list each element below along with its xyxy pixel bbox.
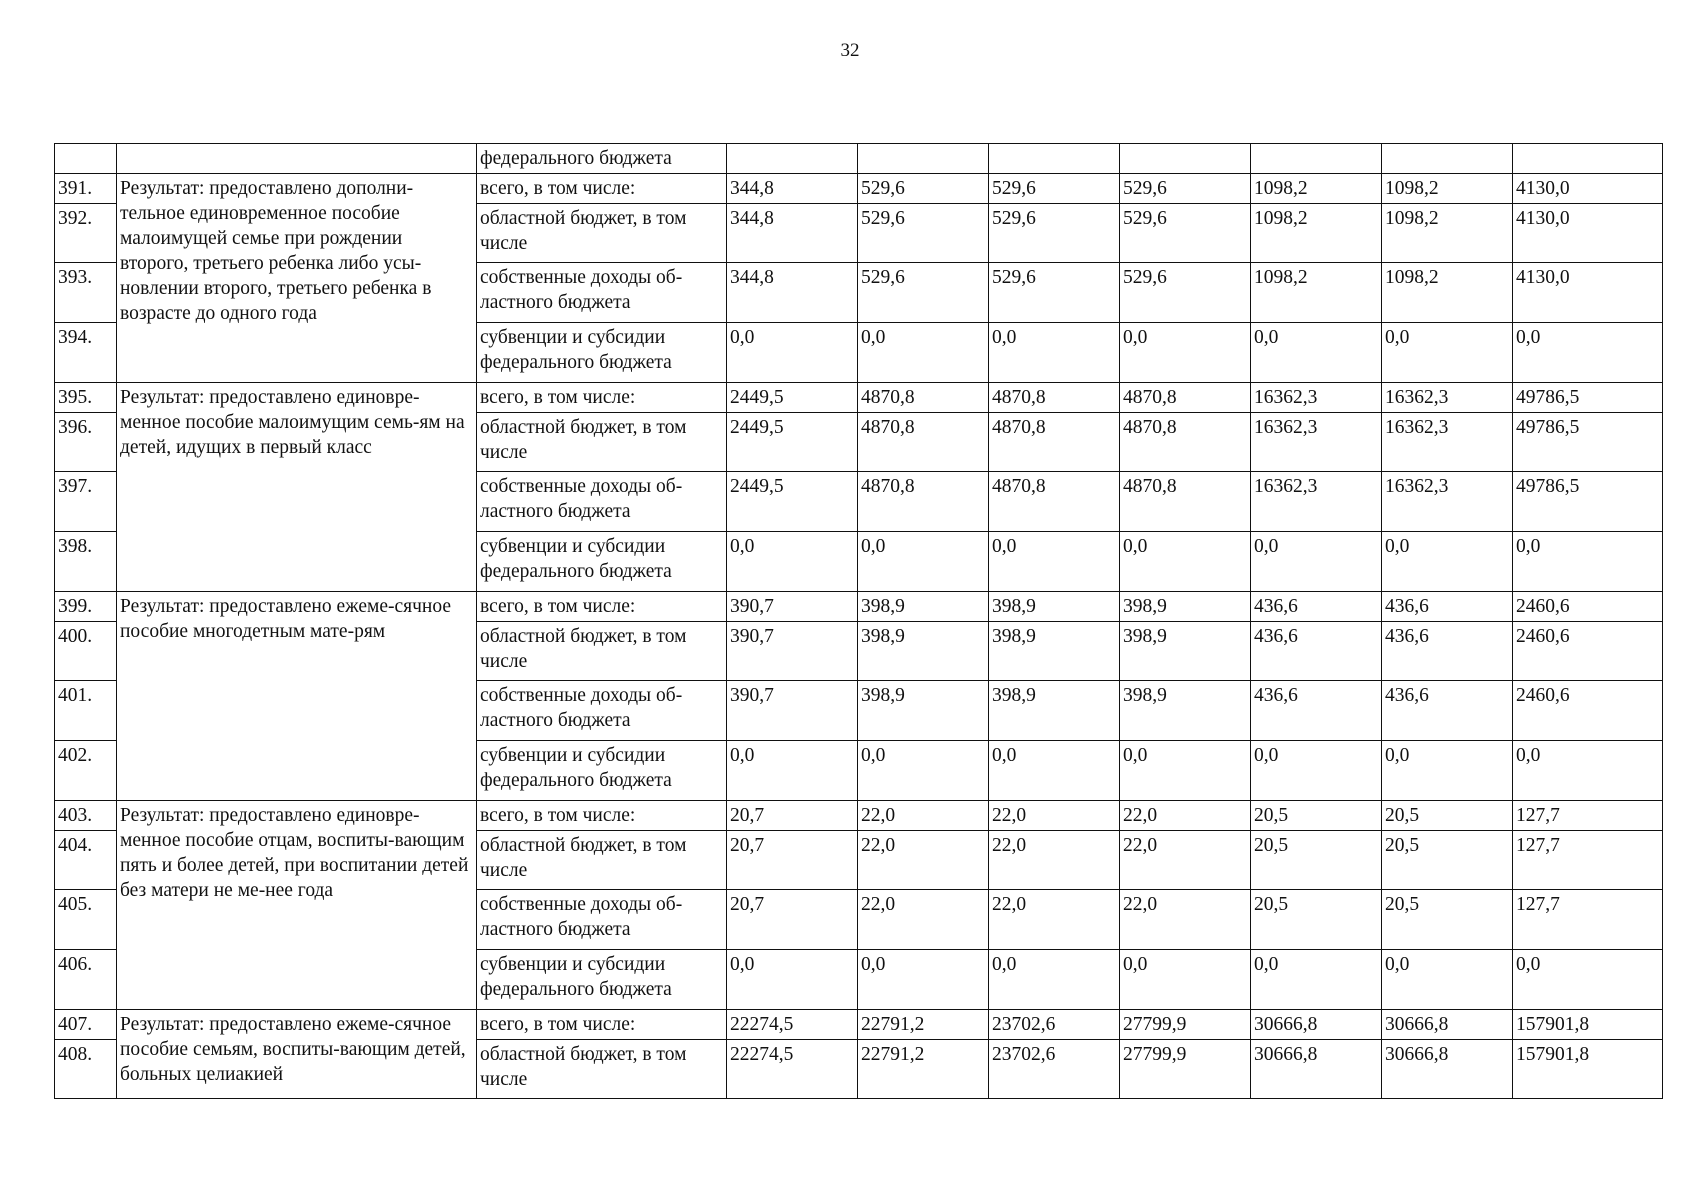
row-number-cell: 407. [55, 1010, 117, 1040]
value-cell [989, 144, 1120, 174]
value-cell: 0,0 [989, 323, 1120, 383]
value-cell: 0,0 [858, 950, 989, 1010]
funding-source-cell: субвенции и субсидии федерального бюджета [477, 532, 727, 592]
value-cell: 4130,0 [1513, 204, 1663, 263]
value-cell: 4870,8 [989, 383, 1120, 413]
value-cell: 398,9 [989, 681, 1120, 741]
value-cell: 436,6 [1251, 592, 1382, 622]
value-cell: 0,0 [1251, 741, 1382, 801]
funding-source-cell: субвенции и субсидии федерального бюджета [477, 741, 727, 801]
value-cell: 1098,2 [1251, 204, 1382, 263]
value-cell: 0,0 [727, 532, 858, 592]
result-description-cell: Результат: предоставлено единовре-менное пособие отцам, воспиты-вающим пять и более детей, при воспитании детей без матери не ме-нее года [117, 801, 477, 1010]
value-cell: 20,7 [727, 831, 858, 890]
value-cell: 22,0 [858, 890, 989, 950]
page-number: 32 [840, 40, 860, 61]
value-cell: 20,5 [1382, 890, 1513, 950]
funding-source-cell: областной бюджет, в том числе [477, 622, 727, 681]
result-description-cell: Результат: предоставлено ежеме-сячное пособие многодетным мате-рям [117, 592, 477, 801]
row-number-cell: 406. [55, 950, 117, 1010]
table-row [55, 1010, 1663, 1040]
funding-source-cell: федерального бюджета [477, 144, 727, 174]
value-cell: 157901,8 [1513, 1040, 1663, 1099]
value-cell: 0,0 [858, 323, 989, 383]
value-cell: 4870,8 [1120, 383, 1251, 413]
value-cell: 4870,8 [858, 383, 989, 413]
value-cell: 0,0 [727, 741, 858, 801]
value-cell: 0,0 [1382, 532, 1513, 592]
row-number-cell: 401. [55, 681, 117, 741]
value-cell [858, 144, 989, 174]
value-cell: 390,7 [727, 622, 858, 681]
value-cell [727, 144, 858, 174]
value-cell: 0,0 [989, 741, 1120, 801]
row-number-cell: 392. [55, 204, 117, 263]
value-cell: 22,0 [858, 801, 989, 831]
value-cell: 22,0 [989, 801, 1120, 831]
value-cell: 20,5 [1382, 801, 1513, 831]
value-cell: 0,0 [1120, 950, 1251, 1010]
value-cell: 0,0 [1120, 532, 1251, 592]
value-cell: 30666,8 [1251, 1010, 1382, 1040]
value-cell: 398,9 [1120, 592, 1251, 622]
continuation-row [55, 144, 1663, 174]
value-cell: 20,5 [1251, 801, 1382, 831]
value-cell: 22791,2 [858, 1010, 989, 1040]
funding-source-cell: субвенции и субсидии федерального бюджета [477, 323, 727, 383]
value-cell: 0,0 [1251, 323, 1382, 383]
row-number-cell [55, 144, 117, 174]
funding-source-cell: собственные доходы об-ластного бюджета [477, 890, 727, 950]
funding-source-cell: собственные доходы об-ластного бюджета [477, 681, 727, 741]
value-cell: 2449,5 [727, 383, 858, 413]
value-cell: 49786,5 [1513, 383, 1663, 413]
value-cell: 529,6 [1120, 204, 1251, 263]
value-cell: 22,0 [989, 890, 1120, 950]
value-cell: 398,9 [989, 622, 1120, 681]
value-cell: 0,0 [1251, 532, 1382, 592]
value-cell: 27799,9 [1120, 1040, 1251, 1099]
funding-source-cell: всего, в том числе: [477, 801, 727, 831]
value-cell: 1098,2 [1251, 263, 1382, 323]
value-cell: 398,9 [1120, 681, 1251, 741]
value-cell: 529,6 [1120, 174, 1251, 204]
funding-source-cell: всего, в том числе: [477, 174, 727, 204]
funding-source-cell: всего, в том числе: [477, 592, 727, 622]
value-cell: 2449,5 [727, 413, 858, 472]
value-cell: 0,0 [1120, 741, 1251, 801]
value-cell: 398,9 [858, 622, 989, 681]
value-cell: 20,7 [727, 801, 858, 831]
result-description-cell: Результат: предоставлено единовре-менное пособие малоимущим семь-ям на детей, идущих в первый класс [117, 383, 477, 592]
row-number-cell: 397. [55, 472, 117, 532]
value-cell: 0,0 [727, 950, 858, 1010]
value-cell: 16362,3 [1251, 413, 1382, 472]
table-row [55, 801, 1663, 831]
value-cell: 23702,6 [989, 1010, 1120, 1040]
value-cell: 436,6 [1251, 681, 1382, 741]
row-number-cell: 393. [55, 263, 117, 323]
value-cell: 23702,6 [989, 1040, 1120, 1099]
value-cell: 344,8 [727, 174, 858, 204]
row-number-cell: 399. [55, 592, 117, 622]
value-cell: 157901,8 [1513, 1010, 1663, 1040]
value-cell: 16362,3 [1382, 472, 1513, 532]
value-cell: 529,6 [858, 204, 989, 263]
value-cell: 529,6 [989, 204, 1120, 263]
value-cell: 22791,2 [858, 1040, 989, 1099]
value-cell: 1098,2 [1382, 204, 1513, 263]
row-number-cell: 405. [55, 890, 117, 950]
value-cell: 1098,2 [1251, 174, 1382, 204]
row-number-cell: 398. [55, 532, 117, 592]
value-cell: 127,7 [1513, 890, 1663, 950]
value-cell: 1098,2 [1382, 174, 1513, 204]
value-cell: 529,6 [989, 263, 1120, 323]
value-cell: 2460,6 [1513, 622, 1663, 681]
value-cell: 0,0 [1382, 323, 1513, 383]
value-cell: 0,0 [1513, 323, 1663, 383]
row-number-cell: 400. [55, 622, 117, 681]
value-cell: 0,0 [1513, 950, 1663, 1010]
value-cell: 344,8 [727, 204, 858, 263]
value-cell: 22,0 [1120, 831, 1251, 890]
funding-source-cell: собственные доходы об-ластного бюджета [477, 472, 727, 532]
value-cell: 436,6 [1382, 681, 1513, 741]
value-cell: 1098,2 [1382, 263, 1513, 323]
value-cell: 4870,8 [1120, 413, 1251, 472]
value-cell [1382, 144, 1513, 174]
value-cell: 0,0 [1120, 323, 1251, 383]
row-number-cell: 395. [55, 383, 117, 413]
row-number-cell: 402. [55, 741, 117, 801]
value-cell: 22,0 [989, 831, 1120, 890]
value-cell: 16362,3 [1251, 383, 1382, 413]
value-cell: 20,7 [727, 890, 858, 950]
value-cell: 398,9 [858, 592, 989, 622]
row-number-cell: 403. [55, 801, 117, 831]
funding-source-cell: всего, в том числе: [477, 383, 727, 413]
row-number-cell: 404. [55, 831, 117, 890]
result-description-cell: Результат: предоставлено ежеме-сячное пособие семьям, воспиты-вающим детей, больных целиакией [117, 1010, 477, 1099]
value-cell: 398,9 [858, 681, 989, 741]
value-cell: 127,7 [1513, 831, 1663, 890]
row-number-cell: 408. [55, 1040, 117, 1099]
value-cell: 0,0 [858, 532, 989, 592]
value-cell [1251, 144, 1382, 174]
value-cell: 529,6 [989, 174, 1120, 204]
value-cell [1513, 144, 1663, 174]
value-cell: 4130,0 [1513, 263, 1663, 323]
value-cell: 22,0 [858, 831, 989, 890]
value-cell: 436,6 [1251, 622, 1382, 681]
value-cell: 20,5 [1251, 831, 1382, 890]
value-cell: 22274,5 [727, 1040, 858, 1099]
row-number-cell: 394. [55, 323, 117, 383]
table-row [55, 174, 1663, 204]
value-cell: 436,6 [1382, 622, 1513, 681]
value-cell: 0,0 [1382, 741, 1513, 801]
value-cell: 4870,8 [858, 472, 989, 532]
value-cell: 127,7 [1513, 801, 1663, 831]
funding-source-cell: субвенции и субсидии федерального бюджета [477, 950, 727, 1010]
value-cell: 0,0 [1251, 950, 1382, 1010]
value-cell: 390,7 [727, 592, 858, 622]
value-cell: 22,0 [1120, 801, 1251, 831]
table-body [55, 144, 1663, 1099]
result-description-cell: Результат: предоставлено дополни-тельное единовременное пособие малоимущей семье при рождении второго, третьего ребенка либо усы-новлении второго, третьего ребенка в возрасте до одного года [117, 174, 477, 383]
table-row [55, 383, 1663, 413]
value-cell: 390,7 [727, 681, 858, 741]
value-cell: 2460,6 [1513, 681, 1663, 741]
table-row [55, 592, 1663, 622]
funding-source-cell: всего, в том числе: [477, 1010, 727, 1040]
value-cell: 30666,8 [1382, 1010, 1513, 1040]
funding-source-cell: областной бюджет, в том числе [477, 204, 727, 263]
value-cell: 30666,8 [1251, 1040, 1382, 1099]
value-cell: 2460,6 [1513, 592, 1663, 622]
value-cell: 529,6 [1120, 263, 1251, 323]
value-cell: 16362,3 [1382, 383, 1513, 413]
value-cell: 436,6 [1382, 592, 1513, 622]
value-cell: 4130,0 [1513, 174, 1663, 204]
row-number-cell: 396. [55, 413, 117, 472]
value-cell: 0,0 [989, 950, 1120, 1010]
value-cell: 49786,5 [1513, 472, 1663, 532]
value-cell: 398,9 [989, 592, 1120, 622]
funding-source-cell: областной бюджет, в том числе [477, 831, 727, 890]
value-cell: 529,6 [858, 263, 989, 323]
row-number-cell: 391. [55, 174, 117, 204]
value-cell: 22,0 [1120, 890, 1251, 950]
value-cell: 0,0 [989, 532, 1120, 592]
funding-source-cell: областной бюджет, в том числе [477, 1040, 727, 1099]
value-cell: 529,6 [858, 174, 989, 204]
value-cell: 0,0 [1513, 532, 1663, 592]
value-cell: 4870,8 [989, 472, 1120, 532]
value-cell: 4870,8 [1120, 472, 1251, 532]
value-cell: 16362,3 [1251, 472, 1382, 532]
value-cell: 27799,9 [1120, 1010, 1251, 1040]
value-cell: 398,9 [1120, 622, 1251, 681]
budget-table [54, 143, 1663, 1099]
value-cell: 4870,8 [989, 413, 1120, 472]
value-cell: 0,0 [1513, 741, 1663, 801]
value-cell: 2449,5 [727, 472, 858, 532]
value-cell: 22274,5 [727, 1010, 858, 1040]
value-cell: 0,0 [727, 323, 858, 383]
value-cell: 344,8 [727, 263, 858, 323]
value-cell: 20,5 [1382, 831, 1513, 890]
result-cell [117, 144, 477, 174]
value-cell: 4870,8 [858, 413, 989, 472]
value-cell: 49786,5 [1513, 413, 1663, 472]
value-cell: 0,0 [858, 741, 989, 801]
funding-source-cell: областной бюджет, в том числе [477, 413, 727, 472]
value-cell: 16362,3 [1382, 413, 1513, 472]
value-cell: 20,5 [1251, 890, 1382, 950]
value-cell [1120, 144, 1251, 174]
funding-source-cell: собственные доходы об-ластного бюджета [477, 263, 727, 323]
value-cell: 0,0 [1382, 950, 1513, 1010]
value-cell: 30666,8 [1382, 1040, 1513, 1099]
